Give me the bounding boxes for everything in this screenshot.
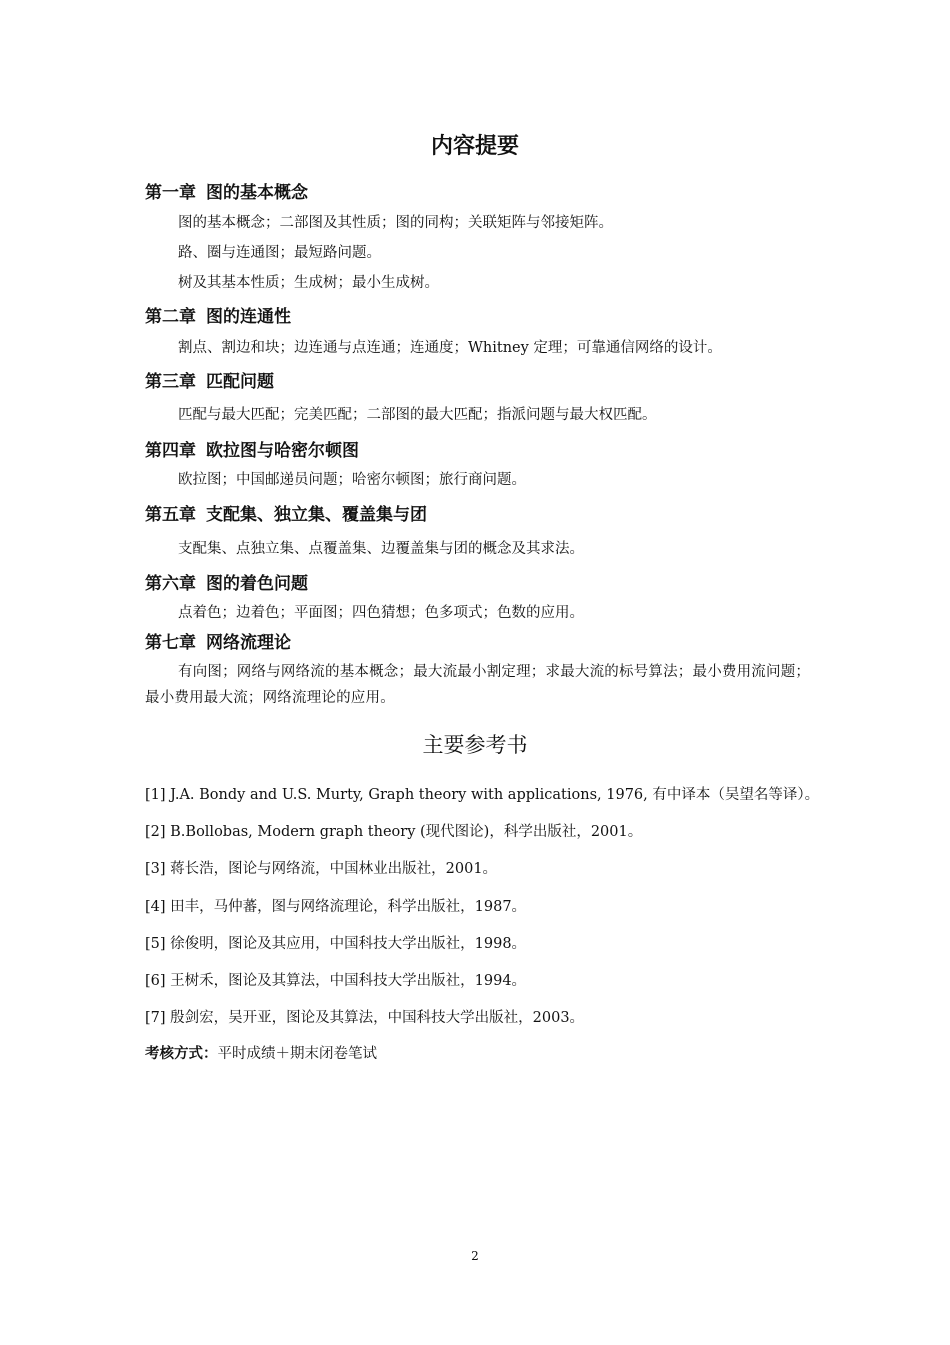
chapter-4-line-1: 欧拉图；中国邮递员问题；哈密尔顿图；旅行商问题。 — [178, 472, 526, 488]
assessment-label: 考核方式： — [145, 1045, 218, 1062]
chapter-3-number: 第三章 — [145, 372, 196, 392]
chapter-6-heading — [145, 573, 308, 595]
chapter-5-title: 支配集、独立集、覆盖集与团 — [206, 505, 427, 525]
chapter-2-line-1: 割点、割边和块；边连通与点连通；连通度；Whitney 定理；可靠通信网络的设计。 — [178, 340, 722, 356]
chapter-1-line-3: 树及其基本性质；生成树；最小生成树。 — [178, 275, 439, 291]
chapter-5-number: 第五章 — [145, 505, 196, 525]
chapter-4-heading — [145, 440, 359, 462]
chapter-5-heading — [145, 504, 427, 526]
assessment-line — [145, 1044, 377, 1064]
chapter-1-heading — [145, 182, 308, 204]
chapter-7-paragraph: 有向图；网络与网络流的基本概念；最大流最小割定理；求最大流的标号算法；最小费用流问题；最小费用最大流；网络流理论的应用。 — [145, 664, 811, 706]
chapter-4-title: 欧拉图与哈密尔顿图 — [206, 441, 359, 461]
chapter-3-title: 匹配问题 — [206, 372, 274, 392]
chapter-7-title: 网络流理论 — [206, 633, 291, 653]
chapter-2-title: 图的连通性 — [206, 307, 291, 327]
chapter-5-line-1: 支配集、点独立集、点覆盖集、边覆盖集与团的概念及其求法。 — [178, 541, 584, 557]
page-number: 2 — [471, 1249, 479, 1263]
reference-1: [1] J.A. Bondy and U.S. Murty, Graph theory with applications, 1976, 有中译本（吴望名等译）。 — [145, 787, 820, 803]
reference-4: [4] 田丰，马仲蕃，图与网络流理论，科学出版社，1987。 — [145, 899, 527, 915]
chapter-1-number: 第一章 — [145, 183, 196, 203]
reference-6: [6] 王树禾，图论及其算法，中国科技大学出版社，1994。 — [145, 973, 527, 989]
chapter-3-heading — [145, 371, 274, 393]
reference-2: [2] B.Bollobas, Modern graph theory (现代图论)，科学出版社，2001。 — [145, 824, 643, 840]
assessment-value: 平时成绩＋期末闭卷笔试 — [217, 1046, 377, 1062]
chapter-7-number: 第七章 — [145, 633, 196, 653]
chapter-1-line-1: 图的基本概念；二部图及其性质；图的同构；关联矩阵与邻接矩阵。 — [178, 215, 613, 231]
chapter-6-title: 图的着色问题 — [206, 574, 308, 594]
chapter-3-line-1: 匹配与最大匹配；完美匹配；二部图的最大匹配；指派问题与最大权匹配。 — [178, 407, 657, 423]
chapter-1-line-2: 路、圈与连通图；最短路问题。 — [178, 245, 381, 261]
references-title: 主要参考书 — [422, 733, 528, 757]
chapter-2-number: 第二章 — [145, 307, 196, 327]
reference-3: [3] 蒋长浩，图论与网络流，中国林业出版社，2001。 — [145, 861, 498, 877]
chapter-6-number: 第六章 — [145, 574, 196, 594]
chapter-1-title: 图的基本概念 — [206, 183, 308, 203]
chapter-6-line-1: 点着色；边着色；平面图；四色猜想；色多项式；色数的应用。 — [178, 605, 584, 621]
chapter-7-heading — [145, 632, 291, 654]
summary-title: 内容提要 — [430, 133, 519, 159]
reference-5: [5] 徐俊明，图论及其应用，中国科技大学出版社，1998。 — [145, 936, 527, 952]
chapter-2-heading — [145, 306, 291, 328]
reference-7: [7] 殷剑宏，吴开亚，图论及其算法，中国科技大学出版社，2003。 — [145, 1010, 585, 1026]
chapter-4-number: 第四章 — [145, 441, 196, 461]
